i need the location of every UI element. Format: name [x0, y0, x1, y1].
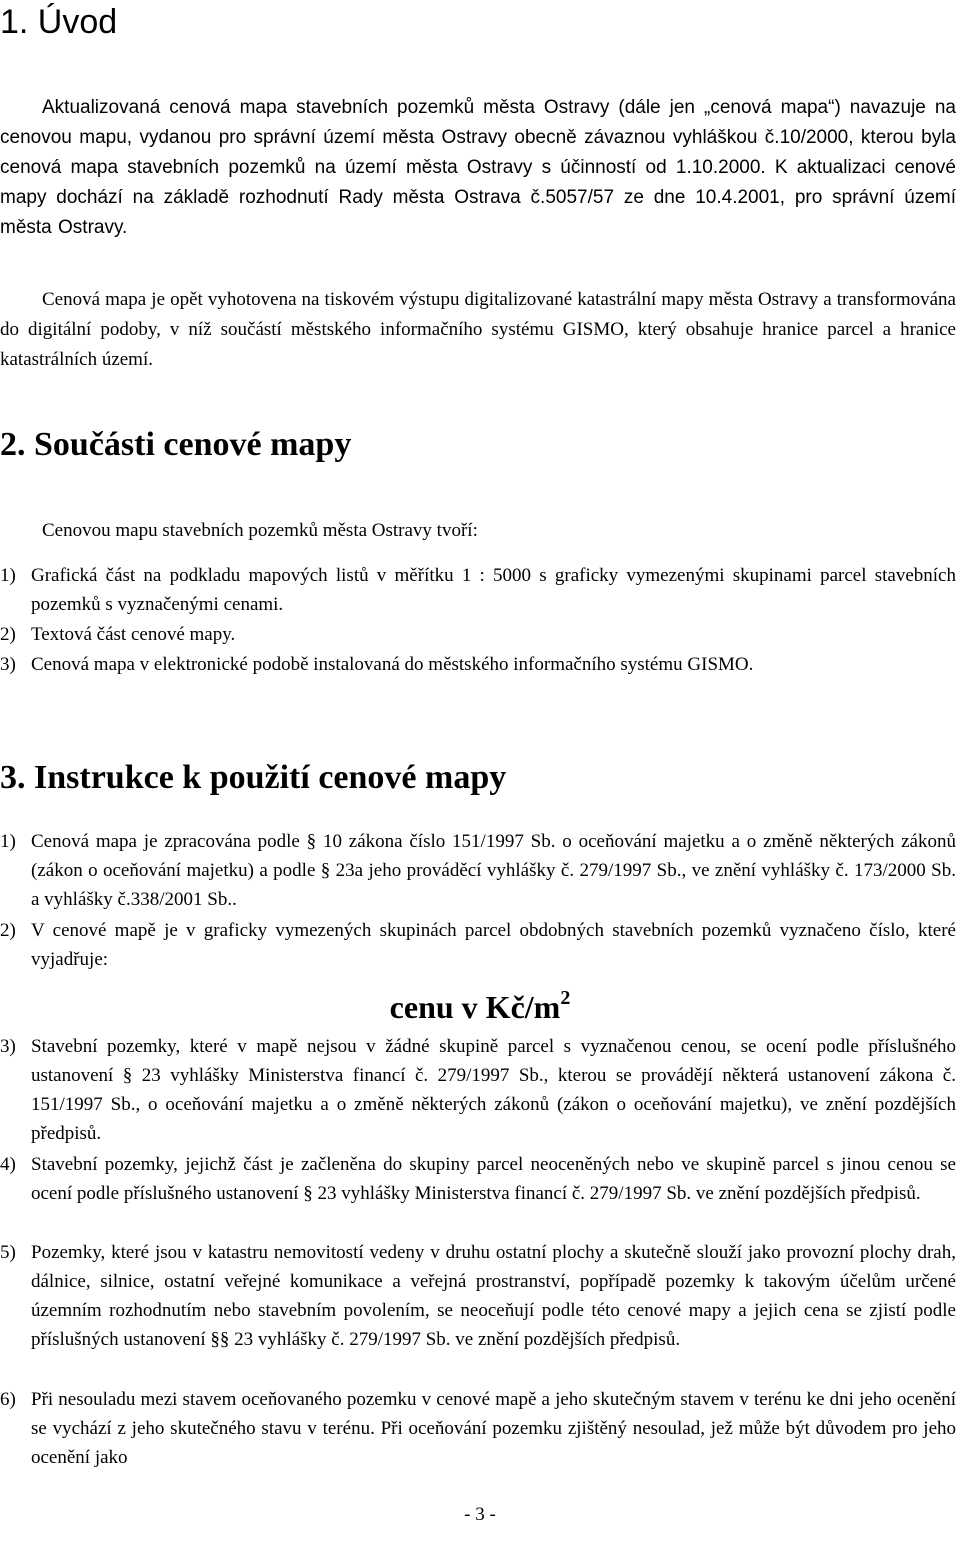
- intro-paragraph: Aktualizovaná cenová mapa stavebních pozemků města Ostravy (dále jen „cenová mapa“) navazuje na cenovou mapu, vydanou pro správní území města Ostravy obecně závaznou vyhláškou č.10/2000, kterou byla cenová mapa stavebních pozemků na území města Ostravy s účinností od 1.10.2000. K aktualizaci cenové mapy dochází na základě rozhodnutí Rady města Ostrava č.5057/57 ze dne 10.4.2001, pro správní území města Ostravy.: [0, 97, 956, 238]
- list-item: [0, 561, 956, 619]
- list-item-number: 2): [0, 624, 16, 645]
- section-3-heading: 3. Instrukce k použití cenové mapy: [0, 759, 507, 796]
- list-item-number: 2): [0, 920, 16, 941]
- list-item-number: 1): [0, 831, 16, 852]
- map-description-paragraph: Cenová mapa je opět vyhotovena na tiskovém výstupu digitalizované katastrální mapy města Ostravy a transformována do digitální podoby, v níž součástí městského informačního systému GISMO, který obsahuje hranice parcel a hranice katastrálních území.: [0, 289, 956, 370]
- list-item-text: Stavební pozemky, jejichž část je začleněna do skupiny parcel neoceněných nebo ve skupině parcel s jinou cenou se ocení podle příslušného ustanovení § 23 vyhlášky Ministerstva financí č. 279/1997 Sb. ve znění pozdějších předpisů.: [31, 1154, 956, 1204]
- list-item: [0, 1150, 956, 1208]
- list-item-number: 3): [0, 1036, 16, 1057]
- section-1-heading: 1. Úvod: [0, 3, 118, 41]
- list-item-number: 6): [0, 1389, 16, 1410]
- list-item-text: Textová část cenové mapy.: [31, 624, 236, 645]
- list-item-text: Stavební pozemky, které v mapě nejsou v žádné skupině parcel s vyznačenou cenou, se ocení podle příslušného ustanovení § 23 vyhlášky Ministerstva financí č. 279/1997 Sb., kterou se provádějí některá ustanovení zákona č. 151/1997 Sb., o oceňování majetku a o změně některých zákonů (zákon o oceňování majetku), ve znění pozdějších předpisů.: [31, 1036, 956, 1144]
- section-2-intro: Cenovou mapu stavebních pozemků města Ostravy tvoří:: [42, 520, 478, 541]
- list-item: [0, 620, 956, 649]
- page-number: - 3 -: [464, 1504, 496, 1525]
- price-unit-formula: [0, 987, 960, 1027]
- list-item-number: 1): [0, 565, 16, 586]
- list-item-text: Při nesouladu mezi stavem oceňovaného pozemku v cenové mapě a jeho skutečným stavem v terénu ke dni jeho ocenění se vychází z jeho skutečného stavu v terénu. Při oceňování pozemku zjištěný nesoulad, jež může být důvodem pro jeho ocenění jako: [31, 1389, 956, 1468]
- list-item: [0, 827, 956, 914]
- section-2-heading: 2. Součásti cenové mapy: [0, 426, 352, 463]
- list-item-number: 3): [0, 654, 16, 675]
- list-item-number: 4): [0, 1154, 16, 1175]
- list-item-text: Cenová mapa v elektronické podobě instalovaná do městského informačního systému GISMO.: [31, 654, 754, 675]
- list-item: [0, 916, 956, 974]
- price-unit-exponent: 2: [560, 987, 571, 1009]
- list-item-text: V cenové mapě je v graficky vymezených skupinách parcel obdobných stavebních pozemků vyznačeno číslo, které vyjadřuje:: [31, 920, 956, 970]
- list-item-number: 5): [0, 1242, 16, 1263]
- list-item: [0, 1385, 956, 1472]
- list-item-text: Grafická část na podkladu mapových listů v měřítku 1 : 5000 s graficky vymezenými skupinami parcel stavebních pozemků s vyznačenými cenami.: [31, 565, 956, 615]
- list-item-text: Cenová mapa je zpracována podle § 10 zákona číslo 151/1997 Sb. o oceňování majetku a o změně některých zákonů (zákon o oceňování majetku) a podle § 23a jeho prováděcí vyhlášky č. 279/1997 Sb., ve znění vyhlášky č. 173/2000 Sb. a vyhlášky č.338/2001 Sb..: [31, 831, 956, 910]
- list-item: [0, 1032, 956, 1148]
- list-item: [0, 1238, 956, 1354]
- price-unit-text: cenu v Kč/m: [389, 989, 561, 1025]
- list-item-text: Pozemky, které jsou v katastru nemovitostí vedeny v druhu ostatní plochy a skutečně slouží jako provozní plochy drah, dálnice, silnice, ostatní veřejné komunikace a veřejná prostranství, popřípadě pozemky k takovým účelům určené územním rozhodnutím nebo stavebním povolením, se neoceňují podle této cenové mapy a jejich cena se zjistí podle příslušných ustanovení §§ 23 vyhlášky č. 279/1997 Sb. ve znění pozdějších předpisů.: [31, 1242, 956, 1350]
- list-item: [0, 650, 956, 679]
